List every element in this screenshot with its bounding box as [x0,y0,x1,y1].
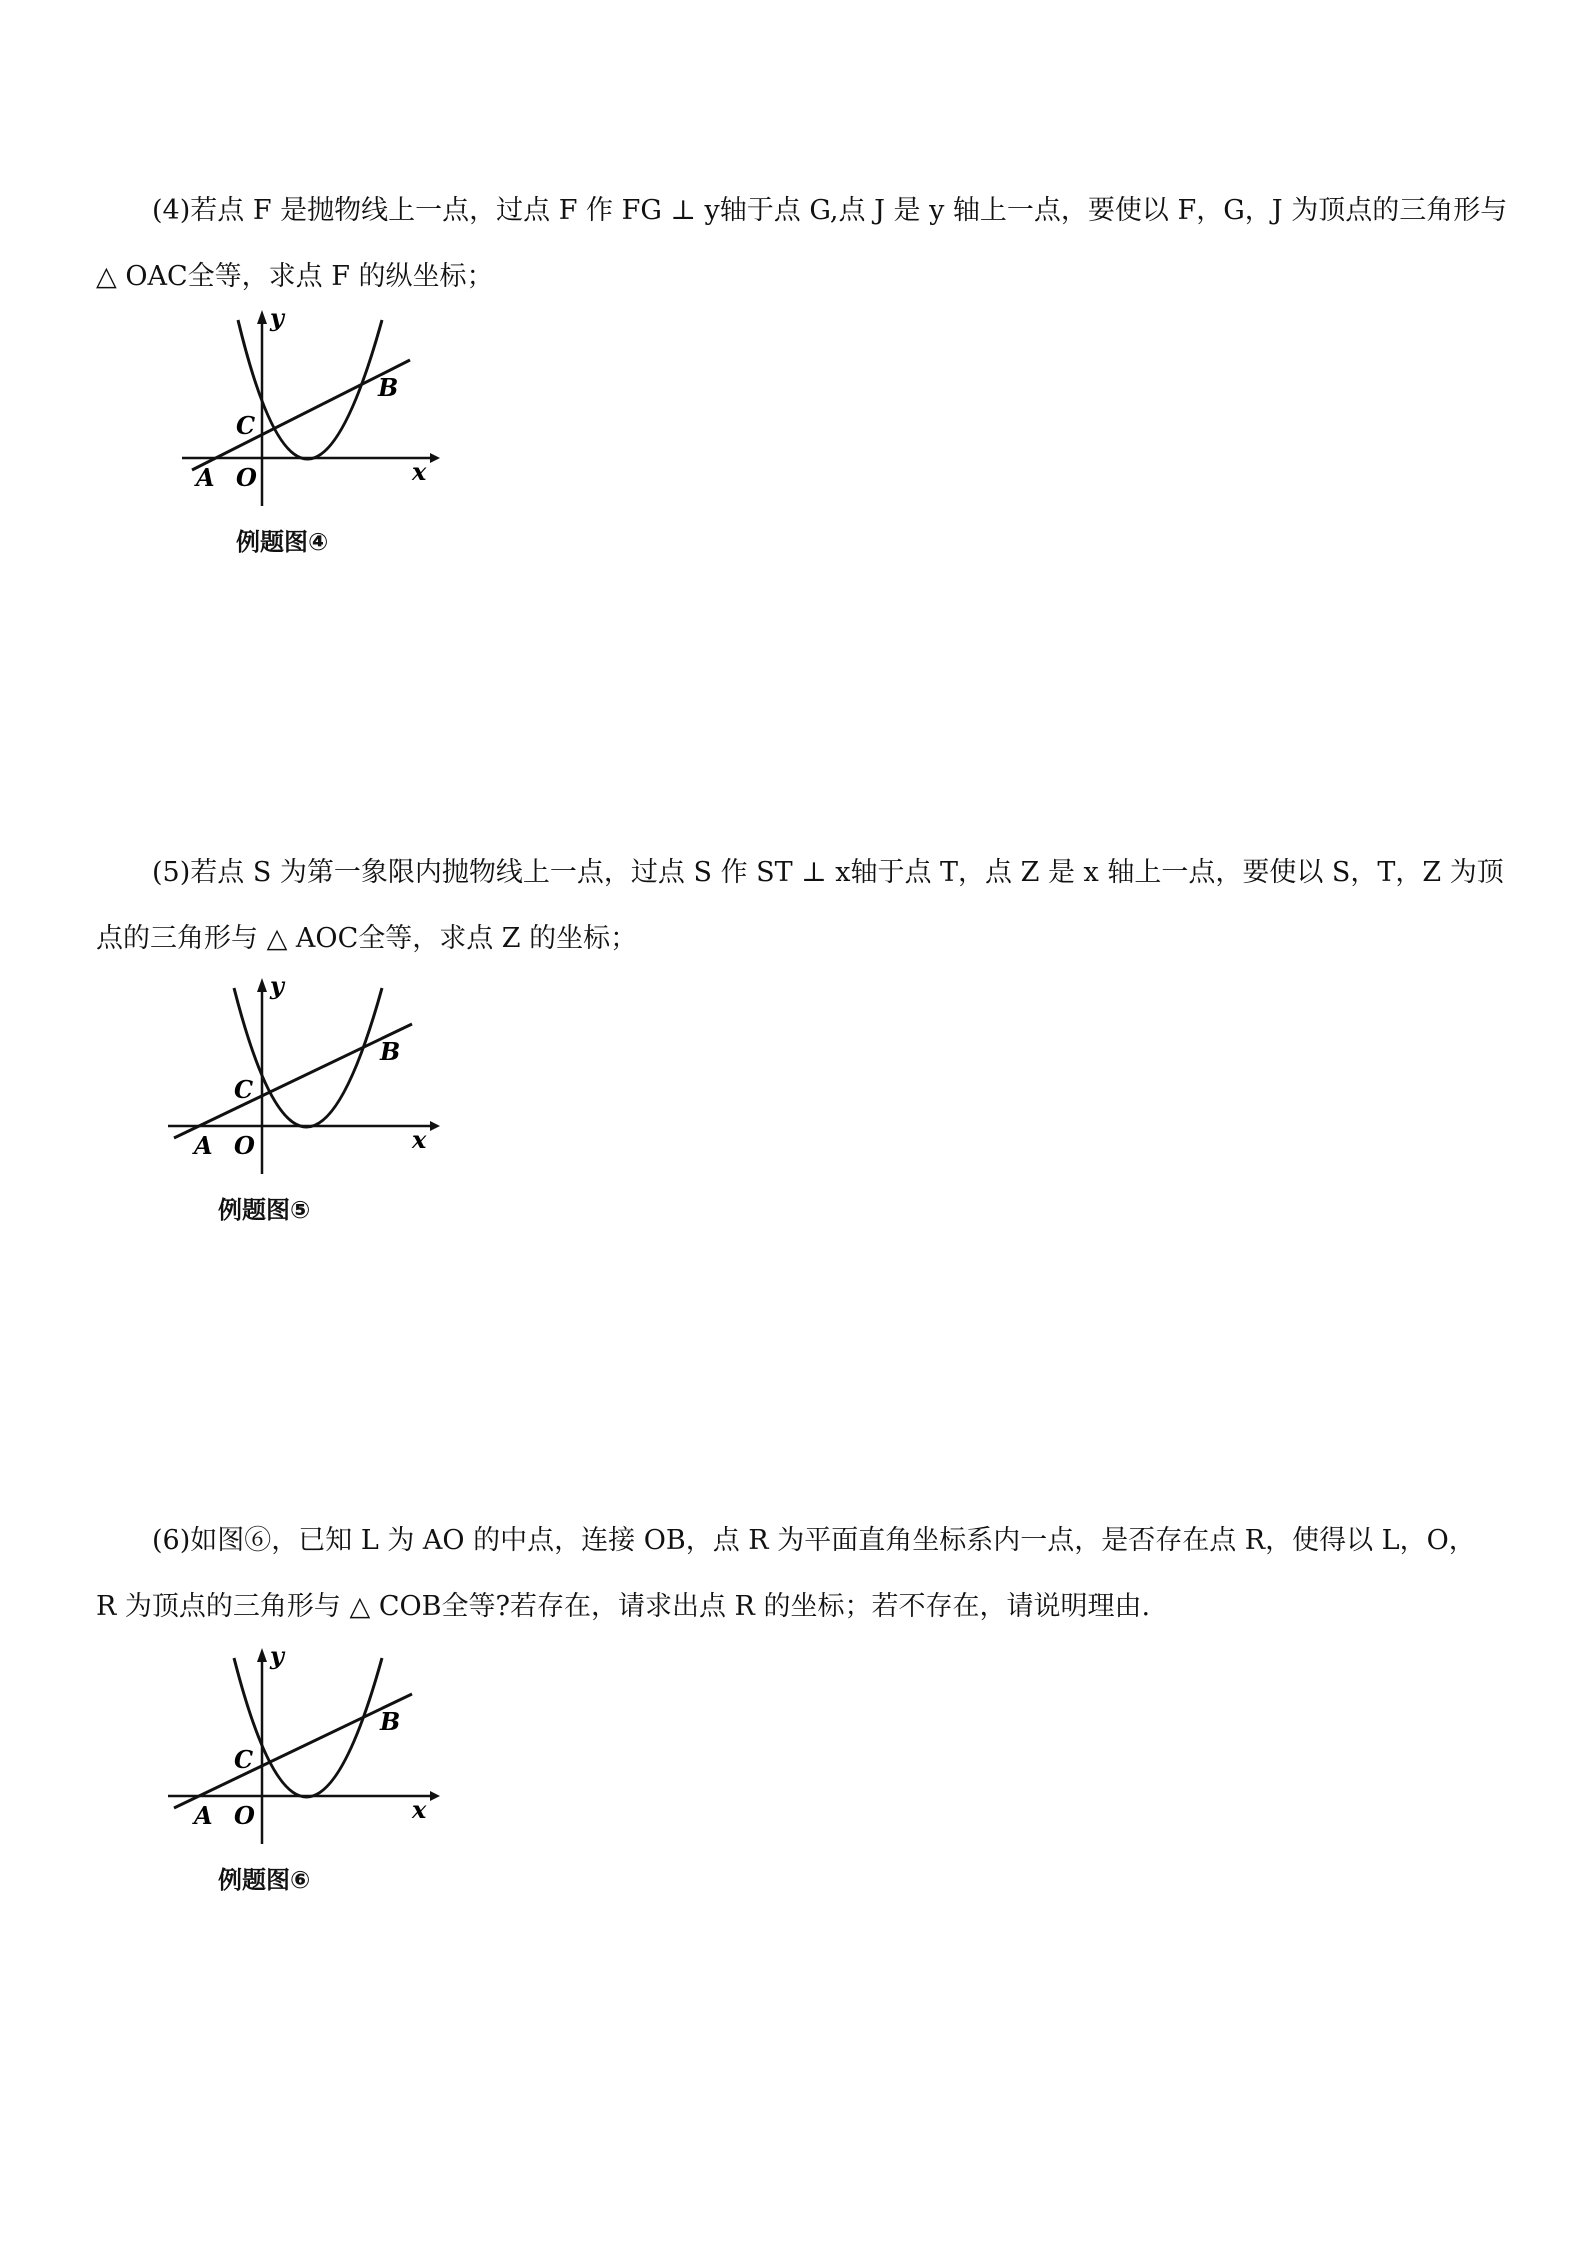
problem-5-line-2: 点的三角形与 △ AOC全等，求点 Z 的坐标； [96,923,638,954]
label-B: B [378,373,399,402]
label-O: O [234,1131,255,1160]
label-x: x [412,1125,427,1154]
problem-5-line-1: (5)若点 S 为第一象限内抛物线上一点，过点 S 作 ST ⊥ x轴于点 T，点 Z 是 x 轴上一点，要使以 S，T，Z 为顶 [152,857,1504,888]
label-A: A [194,1801,213,1830]
problem-6-line-2: R 为顶点的三角形与 △ COB全等?若存在，请求出点 R 的坐标；若不存在，请说明理由. [96,1591,1151,1622]
label-x: x [412,1795,427,1824]
problem-6 [96,1508,1516,1640]
problem-6-line-1: (6)如图⑥，已知 L 为 AO 的中点，连接 OB，点 R 为平面直角坐标系内一点，是否存在点 R，使得以 L，O， [152,1525,1476,1556]
problem-4 [96,178,1516,310]
label-y: y [270,1641,284,1670]
parabola-line-figure-4 [150,300,450,560]
label-B: B [380,1707,401,1736]
label-y: y [270,303,284,332]
figure-5-caption: 例题图⑤ [218,1196,311,1224]
label-O: O [236,463,257,492]
label-B: B [380,1037,401,1066]
parabola-line-figure-5 [150,968,450,1228]
label-C: C [234,1075,254,1104]
label-C: C [234,1745,254,1774]
label-C: C [236,411,256,440]
problem-5 [96,840,1516,972]
label-O: O [234,1801,255,1830]
figure-5 [150,968,450,1228]
figure-4 [150,300,450,560]
label-A: A [194,1131,213,1160]
label-y: y [270,971,284,1000]
problem-4-line-2: △ OAC全等，求点 F 的纵坐标； [96,261,494,292]
problem-4-line-1: (4)若点 F 是抛物线上一点，过点 F 作 FG ⊥ y轴于点 G,点 J 是 y 轴上一点，要使以 F，G，J 为顶点的三角形与 [152,195,1508,226]
parabola-line-figure-6 [150,1638,450,1898]
figure-6-caption: 例题图⑥ [218,1866,311,1894]
label-x: x [412,457,427,486]
figure-4-caption: 例题图④ [236,528,329,556]
label-A: A [196,463,215,492]
figure-6 [150,1638,450,1898]
